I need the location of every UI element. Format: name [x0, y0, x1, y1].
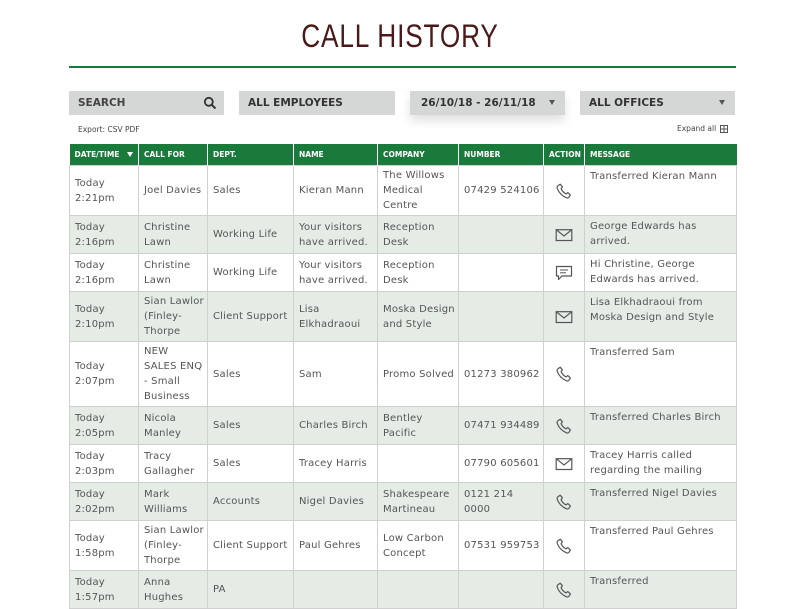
date-text: Today — [75, 488, 105, 500]
name-cell: Nigel Davies — [294, 483, 378, 521]
datetime-cell — [70, 292, 139, 342]
call-for-cell: Anna Hughes — [139, 571, 208, 609]
date-text: Today — [75, 361, 105, 372]
action-cell — [544, 407, 585, 445]
name-cell: Tracey Harris — [294, 445, 378, 483]
date-range-value: 26/10/18 - 26/11/18 — [421, 97, 536, 109]
grid-icon — [720, 125, 728, 133]
time-text: 1:58pm — [75, 547, 115, 559]
time-text: 2:16pm — [75, 274, 115, 286]
action-cell — [544, 445, 585, 483]
call-history-table — [69, 144, 737, 609]
call-for-cell: Christine Lawn — [139, 216, 208, 254]
search-icon[interactable] — [203, 96, 217, 110]
datetime-cell — [70, 407, 139, 445]
message-cell: Transferred Charles Birch — [585, 407, 737, 445]
column-header-label: DEPT. — [213, 150, 237, 159]
dept-cell: PA — [208, 571, 294, 609]
date-text: Today — [75, 532, 105, 544]
action-cell — [544, 292, 585, 342]
message-cell: Transferred Paul Gehres — [585, 521, 737, 571]
dept-cell: Sales — [208, 445, 294, 483]
company-cell — [378, 571, 459, 609]
dept-cell: Accounts — [208, 483, 294, 521]
number-cell: 07429 524106 — [459, 166, 544, 216]
time-text: 2:07pm — [75, 376, 115, 387]
message-cell: Transferred — [585, 571, 737, 609]
column-header[interactable] — [294, 144, 378, 166]
table-row[interactable] — [70, 571, 737, 609]
datetime-cell — [70, 521, 139, 571]
datetime-cell — [70, 216, 139, 254]
datetime-cell — [70, 571, 139, 609]
phone-icon[interactable] — [544, 417, 584, 435]
company-cell: Moska Design and Style — [378, 292, 459, 342]
page-title: CALL HISTORY — [301, 18, 499, 54]
time-text: 2:10pm — [75, 318, 115, 330]
export-csv-link[interactable]: CSV — [107, 125, 123, 134]
table-row[interactable] — [70, 254, 737, 292]
dept-cell: Sales — [208, 342, 294, 407]
name-cell: Sam — [294, 342, 378, 407]
table-header-row — [70, 144, 737, 166]
table-row[interactable] — [70, 521, 737, 571]
message-cell: Transferred Kieran Mann — [585, 166, 737, 216]
call-for-cell: Nicola Manley — [139, 407, 208, 445]
chevron-down-icon — [719, 100, 725, 105]
column-header-label: NAME — [299, 150, 324, 159]
call-for-cell: NEW SALES ENQ - Small Business — [139, 342, 208, 407]
action-cell — [544, 521, 585, 571]
number-cell — [459, 216, 544, 254]
message-cell: George Edwards has arrived. — [585, 216, 737, 254]
column-header-label: COMPANY — [383, 150, 425, 159]
time-text: 2:05pm — [75, 427, 115, 439]
number-cell — [459, 571, 544, 609]
message-cell: Hi Christine, George Edwards has arrived. — [585, 254, 737, 292]
number-cell: 0121 214 0000 — [459, 483, 544, 521]
name-cell: Charles Birch — [294, 407, 378, 445]
date-text: Today — [75, 177, 105, 189]
datetime-cell — [70, 342, 139, 407]
dept-cell: Working Life — [208, 216, 294, 254]
column-header-label: ACTION — [549, 150, 581, 159]
time-text: 2:03pm — [75, 465, 115, 477]
dept-cell: Working Life — [208, 254, 294, 292]
action-cell — [544, 483, 585, 521]
expand-all-button[interactable] — [677, 124, 728, 133]
table-row[interactable] — [70, 216, 737, 254]
company-cell — [378, 445, 459, 483]
date-text: Today — [75, 303, 105, 315]
date-text: Today — [75, 450, 105, 462]
phone-icon[interactable] — [544, 182, 584, 200]
table-row[interactable] — [70, 166, 737, 216]
column-header-label: NUMBER — [464, 150, 501, 159]
table-row[interactable] — [70, 445, 737, 483]
action-cell — [544, 216, 585, 254]
message-cell: Tracey Harris called regarding the mailing — [585, 445, 737, 483]
number-cell — [459, 292, 544, 342]
column-header[interactable] — [208, 144, 294, 166]
time-text: 1:57pm — [75, 591, 115, 603]
call-for-cell: Sian Lawlor (Finley-Thorpe — [139, 521, 208, 571]
table-row[interactable] — [70, 342, 737, 407]
company-cell: Reception Desk — [378, 254, 459, 292]
company-cell: Bentley Pacific — [378, 407, 459, 445]
datetime-cell — [70, 445, 139, 483]
name-cell — [294, 571, 378, 609]
column-header-label: MESSAGE — [590, 150, 631, 159]
number-cell: 07531 959753 — [459, 521, 544, 571]
action-cell — [544, 571, 585, 609]
sort-caret-icon[interactable] — [127, 152, 133, 157]
employee-filter[interactable] — [239, 91, 395, 115]
company-cell: Reception Desk — [378, 216, 459, 254]
datetime-cell — [70, 166, 139, 216]
name-cell: Paul Gehres — [294, 521, 378, 571]
table-row[interactable] — [70, 407, 737, 445]
employee-filter-label: ALL EMPLOYEES — [248, 97, 343, 109]
column-header[interactable] — [459, 144, 544, 166]
number-cell: 07790 605601 — [459, 445, 544, 483]
action-cell — [544, 254, 585, 292]
column-header[interactable] — [139, 144, 208, 166]
datetime-cell — [70, 483, 139, 521]
name-cell: Your visitors have arrived. — [294, 254, 378, 292]
dept-cell: Sales — [208, 407, 294, 445]
name-cell: Your visitors have arrived. — [294, 216, 378, 254]
phone-icon[interactable] — [544, 365, 584, 383]
number-cell: 01273 380962 — [459, 342, 544, 407]
date-text: Today — [75, 576, 105, 588]
call-for-cell: Sian Lawlor (Finley-Thorpe — [139, 292, 208, 342]
message-cell: Transferred Sam — [585, 342, 737, 407]
dept-cell: Client Support — [208, 292, 294, 342]
time-text: 2:16pm — [75, 236, 115, 248]
message-cell: Lisa Elkhadraoui from Moska Design and Style — [585, 292, 737, 342]
column-header[interactable] — [585, 144, 737, 166]
title-divider — [69, 66, 736, 68]
call-for-cell: Tracy Gallagher — [139, 445, 208, 483]
number-cell — [459, 254, 544, 292]
company-cell: The Willows Medical Centre — [378, 166, 459, 216]
table-row[interactable] — [70, 292, 737, 342]
phone-icon[interactable] — [544, 581, 584, 599]
date-text: Today — [75, 221, 105, 233]
date-range-select[interactable] — [410, 91, 565, 115]
expand-all-label: Expand all — [677, 124, 717, 133]
message-cell: Transferred Nigel Davies — [585, 483, 737, 521]
office-select-value: ALL OFFICES — [589, 97, 664, 109]
dept-cell: Client Support — [208, 521, 294, 571]
action-cell — [544, 342, 585, 407]
email-icon[interactable] — [544, 228, 584, 242]
call-for-cell: Joel Davies — [139, 166, 208, 216]
office-select[interactable] — [580, 91, 735, 115]
name-cell: Kieran Mann — [294, 166, 378, 216]
column-header[interactable] — [378, 144, 459, 166]
column-header[interactable] — [70, 144, 139, 166]
email-icon[interactable] — [544, 310, 584, 324]
phone-icon[interactable] — [544, 493, 584, 511]
dept-cell: Sales — [208, 166, 294, 216]
column-header[interactable] — [544, 144, 585, 166]
table-row[interactable] — [70, 483, 737, 521]
chevron-down-icon — [549, 100, 555, 105]
action-cell — [544, 166, 585, 216]
column-header-label: CALL FOR — [144, 150, 185, 159]
date-text: Today — [75, 412, 105, 424]
call-for-cell: Christine Lawn — [139, 254, 208, 292]
company-cell: Low Carbon Concept — [378, 521, 459, 571]
export-pdf-link[interactable]: PDF — [125, 125, 140, 134]
time-text: 2:02pm — [75, 503, 115, 515]
export-label: Export: — [78, 125, 106, 134]
column-header-label: DATE/TIME — [74, 150, 120, 159]
call-for-cell: Mark Williams — [139, 483, 208, 521]
number-cell: 07471 934489 — [459, 407, 544, 445]
chat-icon[interactable] — [544, 265, 584, 281]
datetime-cell — [70, 254, 139, 292]
company-cell: Shakespeare Martineau — [378, 483, 459, 521]
email-icon[interactable] — [544, 457, 584, 471]
export-links — [78, 125, 140, 134]
date-text: Today — [75, 259, 105, 271]
time-text: 2:21pm — [75, 192, 115, 204]
name-cell: Lisa Elkhadraoui — [294, 292, 378, 342]
company-cell: Promo Solved — [378, 342, 459, 407]
search-input[interactable] — [69, 91, 224, 115]
phone-icon[interactable] — [544, 537, 584, 555]
search-label: SEARCH — [78, 97, 126, 109]
